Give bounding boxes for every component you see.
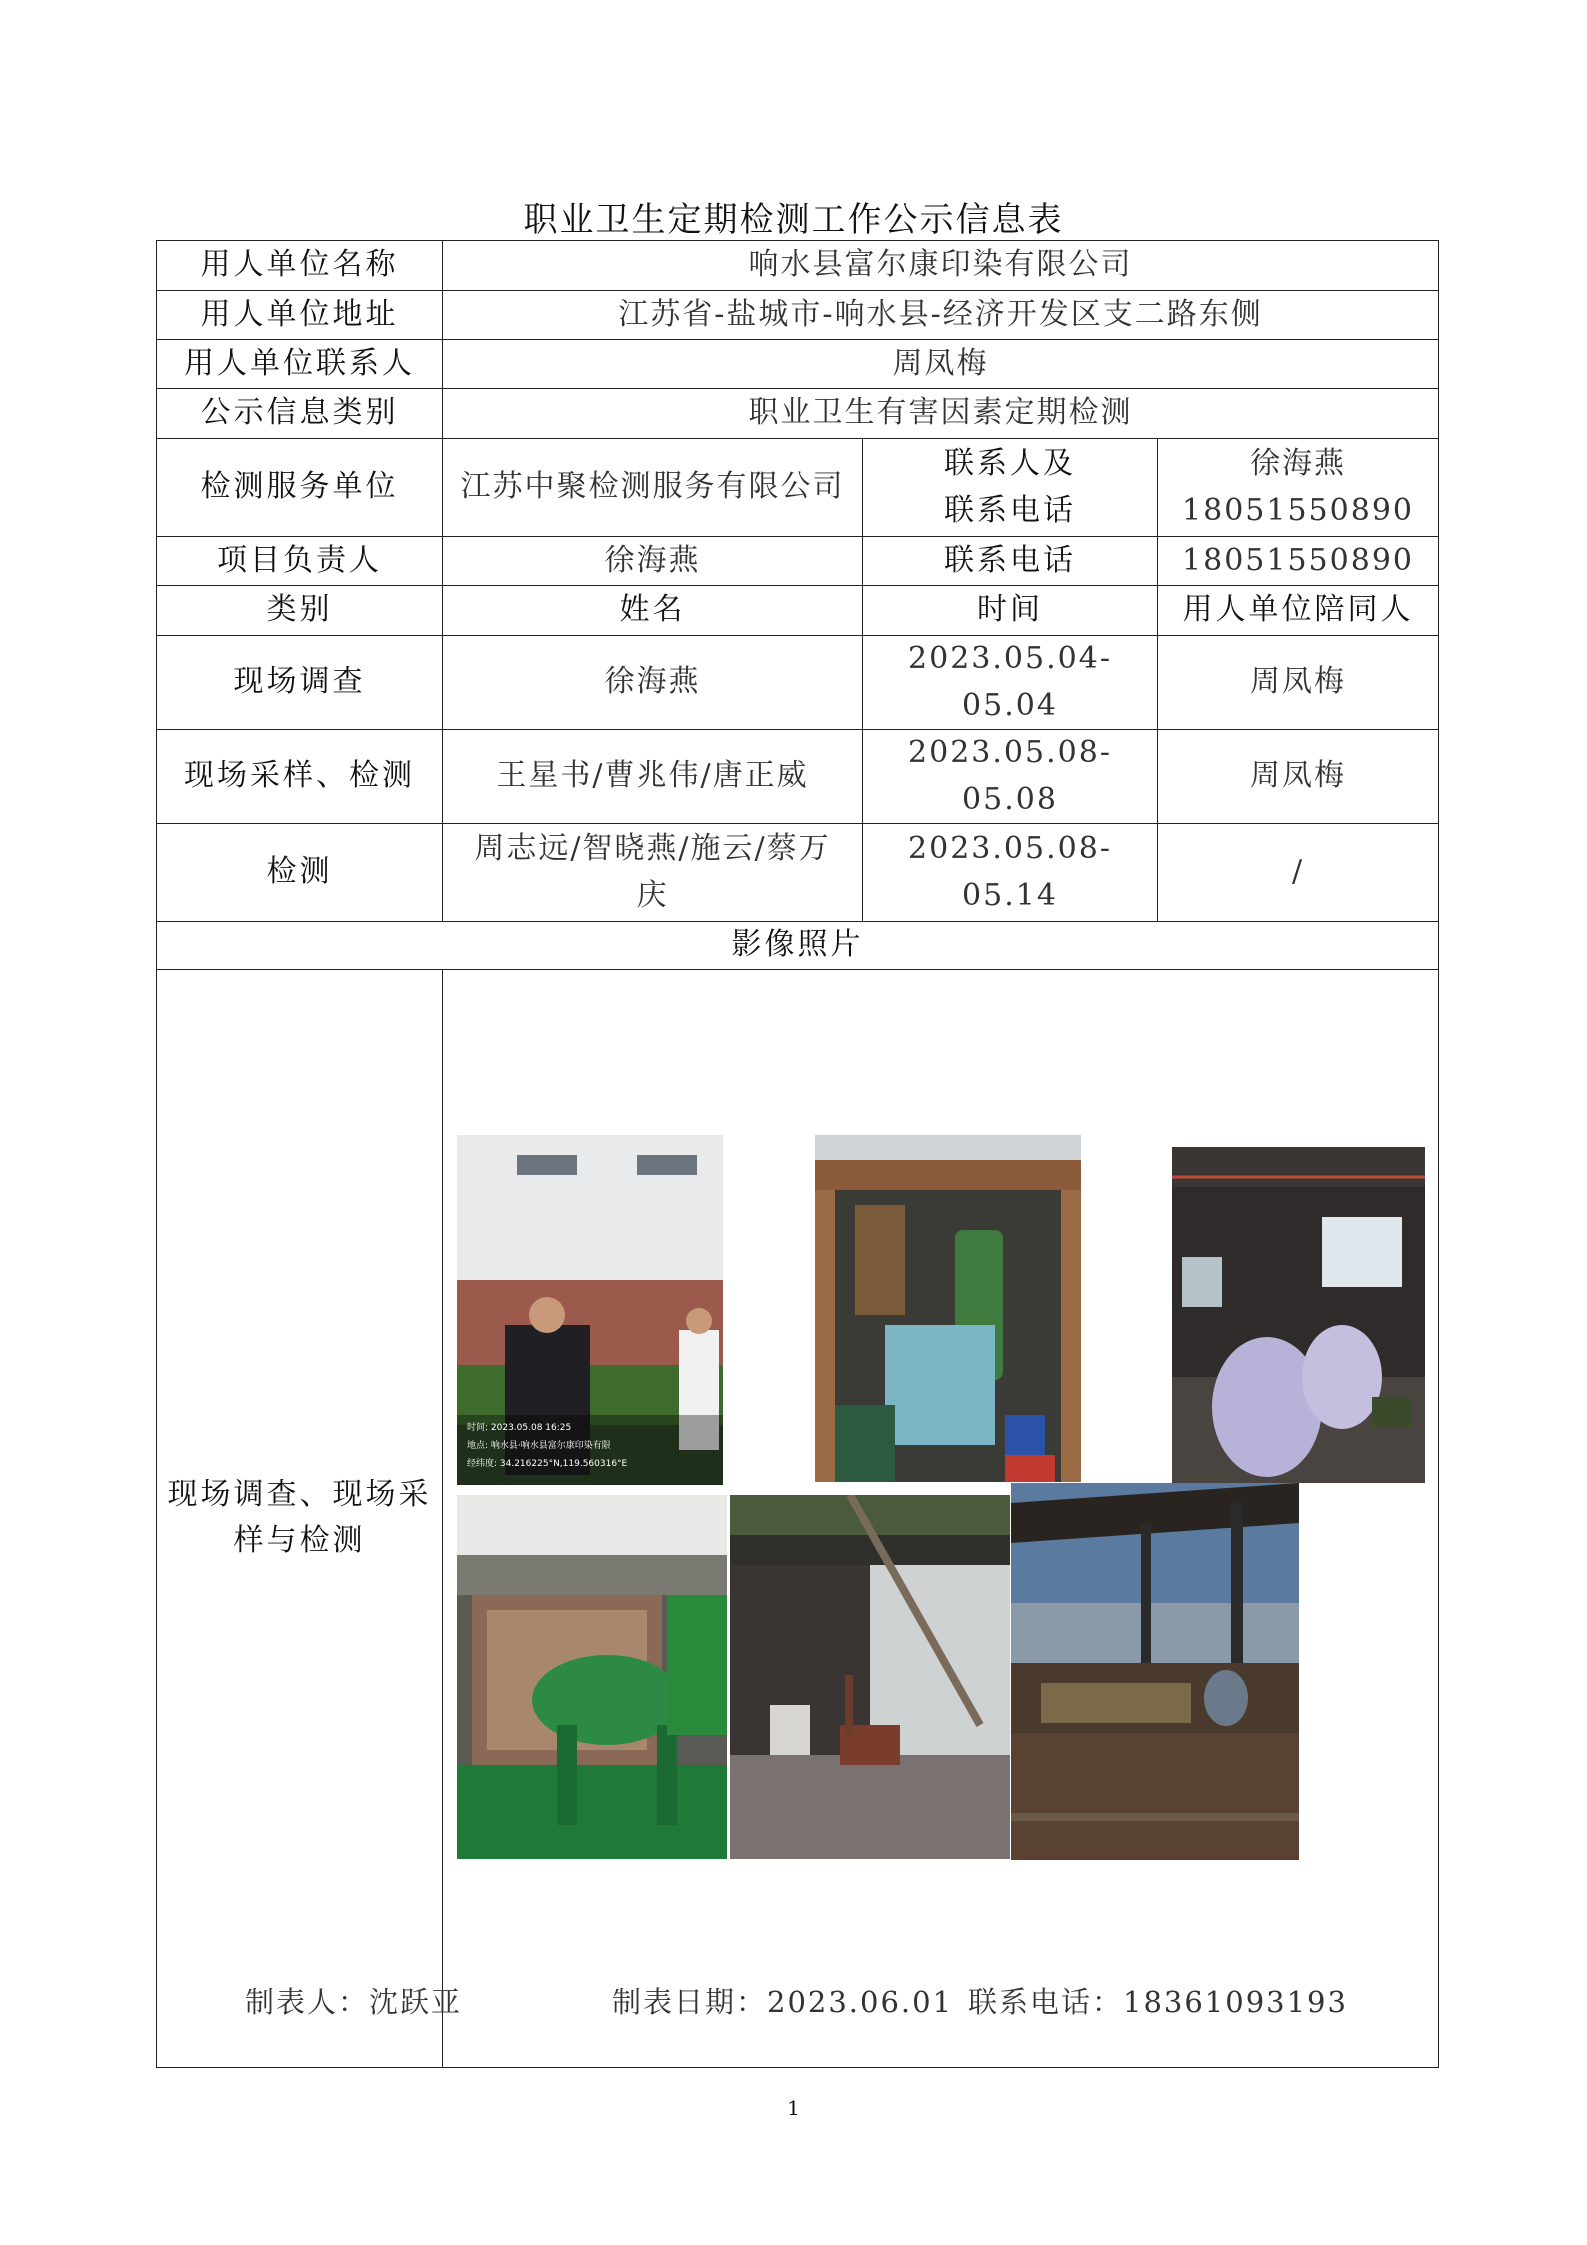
row-project-lead [157, 537, 1439, 586]
schedule-time: 2023.05.04-05.04 [863, 636, 1158, 730]
photos-heading-row [157, 922, 1439, 970]
row-info-category [157, 389, 1439, 439]
schedule-name: 徐海燕 [443, 636, 863, 730]
schedule-name: 周志远/智晓燕/施云/蔡万庆 [443, 824, 863, 922]
info-category-value: 职业卫生有害因素定期检测 [443, 389, 1439, 439]
row-service-unit [157, 439, 1439, 537]
row-employer-address [157, 291, 1439, 340]
info-table [156, 240, 1439, 2068]
schedule-companion: 周凤梅 [1158, 730, 1439, 824]
schedule-category: 检测 [157, 824, 443, 922]
photos-row [157, 969, 1439, 2067]
schedule-companion: 周凤梅 [1158, 636, 1439, 730]
footer-date: 制表日期：2023.06.01 [612, 1985, 954, 2019]
employer-name-label: 用人单位名称 [157, 241, 443, 291]
service-contact-phone: 18051550890 [1182, 492, 1414, 528]
row-employer-name [157, 241, 1439, 291]
photos-heading: 影像照片 [157, 922, 1439, 970]
schedule-header-category: 类别 [157, 586, 443, 636]
photo-watermark-location: 地点: 响水县·响水县富尔康印染有限 [467, 1440, 611, 1451]
employer-name-value: 响水县富尔康印染有限公司 [443, 241, 1439, 291]
photo-watermark-coords: 经纬度: 34.216225°N,119.560316°E [467, 1458, 628, 1469]
schedule-time: 2023.05.08-05.08 [863, 730, 1158, 824]
employer-contact-value: 周凤梅 [443, 340, 1439, 389]
employer-contact-label: 用人单位联系人 [157, 340, 443, 389]
photo-compressor-shed [815, 1135, 1081, 1482]
schedule-name: 王星书/曹兆伟/唐正威 [443, 730, 863, 824]
service-contact-label-line1: 联系人及 [944, 446, 1076, 481]
schedule-category: 现场调查 [157, 636, 443, 730]
schedule-time: 2023.05.08-05.14 [863, 824, 1158, 922]
info-category-label: 公示信息类别 [157, 389, 443, 439]
schedule-row [157, 636, 1439, 730]
photo-watermark-time: 时间: 2023.05.08 16:25 [467, 1422, 572, 1433]
photos-label-line1: 现场调查、现场采 [167, 1476, 432, 1512]
row-employer-contact [157, 340, 1439, 389]
photos-label-line2: 样与检测 [233, 1523, 366, 1558]
service-contact-name: 徐海燕 [1250, 446, 1347, 481]
project-lead-phone-label: 联系电话 [863, 537, 1158, 586]
page-number: 1 [787, 2096, 800, 2120]
photo-gallery [443, 970, 1438, 2067]
schedule-category: 现场采样、检测 [157, 730, 443, 824]
project-lead-value: 徐海燕 [443, 537, 863, 586]
schedule-companion: / [1158, 824, 1439, 922]
project-lead-label: 项目负责人 [157, 537, 443, 586]
service-unit-value: 江苏中聚检测服务有限公司 [443, 439, 863, 537]
service-unit-label: 检测服务单位 [157, 439, 443, 537]
schedule-header-name: 姓名 [443, 586, 863, 636]
schedule-header-row [157, 586, 1439, 636]
photo-green-machine [457, 1495, 727, 1859]
service-contact-value [1158, 439, 1439, 537]
photo-yard-scale [730, 1495, 1010, 1859]
photos-label [157, 969, 443, 2067]
schedule-header-time: 时间 [863, 586, 1158, 636]
schedule-header-companion: 用人单位陪同人 [1158, 586, 1439, 636]
footer-preparer: 制表人：沈跃亚 [245, 1985, 463, 2019]
photo-workshop-sacks [1172, 1147, 1425, 1483]
project-lead-phone: 18051550890 [1158, 537, 1439, 586]
photos-cell [443, 969, 1439, 2067]
service-contact-label [863, 439, 1158, 537]
schedule-row [157, 730, 1439, 824]
photo-site-investigation [457, 1135, 723, 1485]
photo-steel-shed [1011, 1483, 1299, 1860]
schedule-row [157, 824, 1439, 922]
footer-phone: 联系电话：18361093193 [968, 1985, 1348, 2019]
page-title: 职业卫生定期检测工作公示信息表 [523, 200, 1064, 240]
service-contact-label-line2: 联系电话 [944, 492, 1076, 528]
employer-address-value: 江苏省-盐城市-响水县-经济开发区支二路东侧 [443, 291, 1439, 340]
employer-address-label: 用人单位地址 [157, 291, 443, 340]
